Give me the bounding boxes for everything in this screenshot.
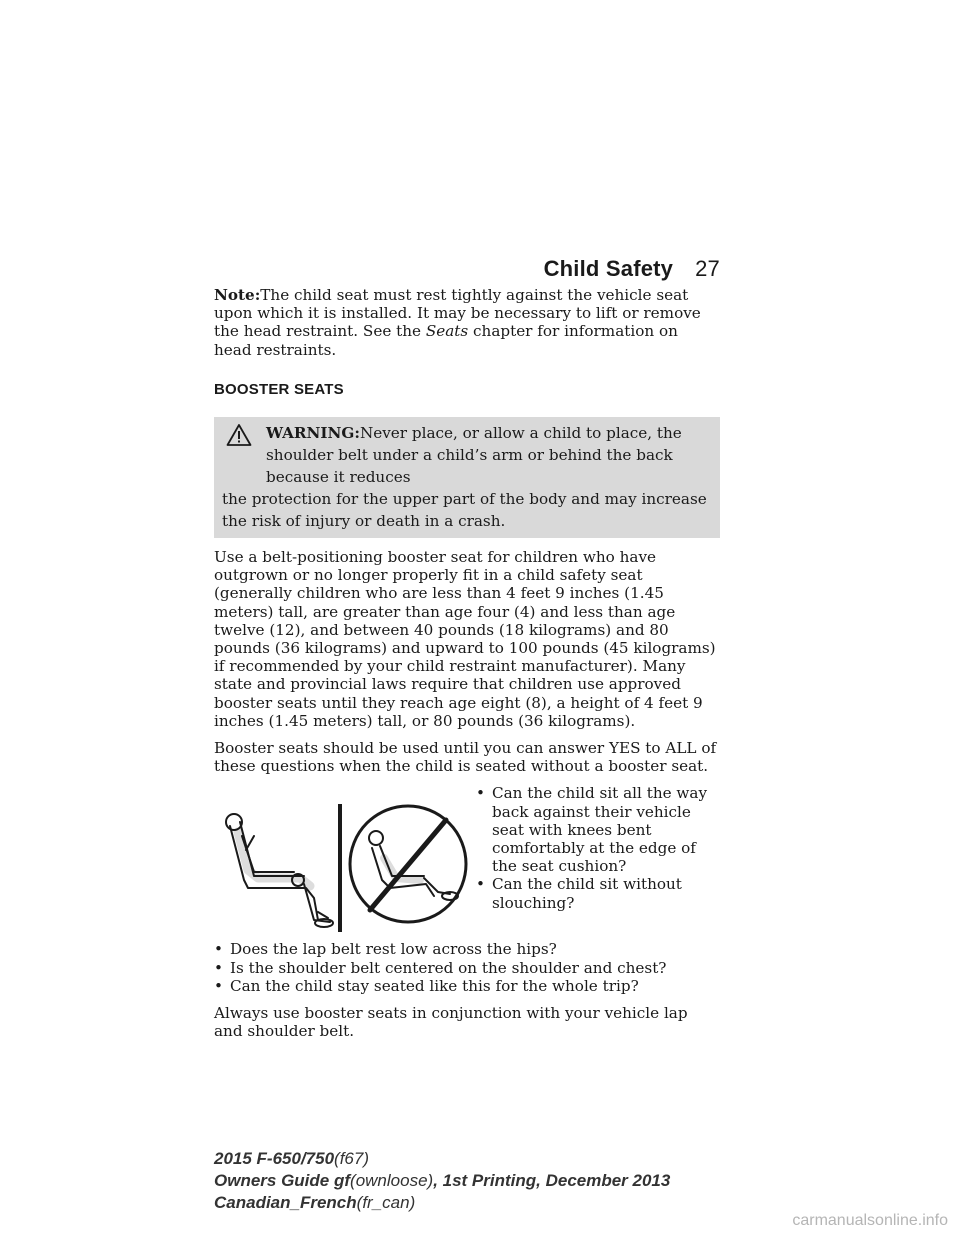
page-number: 27 [695,256,720,281]
correct-posture-figure [226,814,333,927]
diagram-row [214,784,720,932]
page-content [214,286,720,1049]
list-item: • Can the child stay seated like this for the whole trip? [214,977,720,995]
note-text-before: The child seat must rest tightly against the vehicle seat upon which it is installed. It may be necessary to lift or remove the head restraint. See the [214,286,701,341]
page-footer [214,1148,670,1214]
footer-line-2: Owners Guide gf(ownloose), 1st Printing, December 2013 [214,1171,671,1190]
note-label: Note: [214,286,261,304]
list-item: • Can the child sit all the way back against their vehicle seat with knees bent comfortably at the edge of the seat cushion? [476,784,720,875]
bullet-list [214,940,720,995]
note-text-after: chapter for information on head restraints. [214,322,678,359]
warning-triangle-icon [226,423,252,447]
list-item: • Can the child sit without slouching? [476,875,720,911]
warning-box [214,417,720,538]
seats-chapter-reference: Seats [425,322,469,341]
footer-line-1: 2015 F-650/750(f67) [214,1149,370,1168]
section-title: Child Safety [543,256,674,281]
seat-posture-illustration [214,792,472,932]
section-heading: BOOSTER SEATS [214,380,344,398]
footer-line-3: Canadian_French(fr_can) [214,1193,416,1212]
closing-paragraph: Always use booster seats in conjunction with your vehicle lap and shoulder belt. [214,1004,688,1041]
page-header [214,256,720,282]
warning-text-first: Never place, or allow a child to place, the shoulder belt under a child’s arm or behind the back because it reduces [266,424,682,487]
warning-text-rest: the protection for the upper part of the body and may increase the risk of injury or death in a crash. [222,490,707,531]
booster-description-paragraph: Use a belt-positioning booster seat for children who have outgrown or no longer properly fit in a child safety seat (generally children who are less than 4 feet 9 inches (1.45 meters) tall, are greater than age four (4) and less than age twelve (12), and between 40 pounds (18 kilograms) and 80 pounds (36 kilograms) and upward to 100 pounds (45 kilograms) if recommended by your child restraint manufacturer). Many state and provincial laws require that children use approved booster seats until they reach age eight (8), a height of 4 feet 9 inches (1.45 meters) tall, or 80 pounds (36 kilograms). [214,548,716,730]
incorrect-posture-figure [350,806,466,922]
booster-questions-intro: Booster seats should be used until you can answer YES to ALL of these questions when the child is seated without a booster seat. [214,739,717,776]
seating-posture-diagram [214,792,472,932]
warning-first-lines [266,422,712,488]
watermark: carmanualsonline.info [792,1212,948,1229]
side-bullet-list [472,784,720,911]
note-paragraph [214,286,720,359]
warning-label: WARNING: [266,424,360,443]
list-item: • Does the lap belt rest low across the hips? [214,940,720,958]
list-item: • Is the shoulder belt centered on the shoulder and chest? [214,959,720,977]
